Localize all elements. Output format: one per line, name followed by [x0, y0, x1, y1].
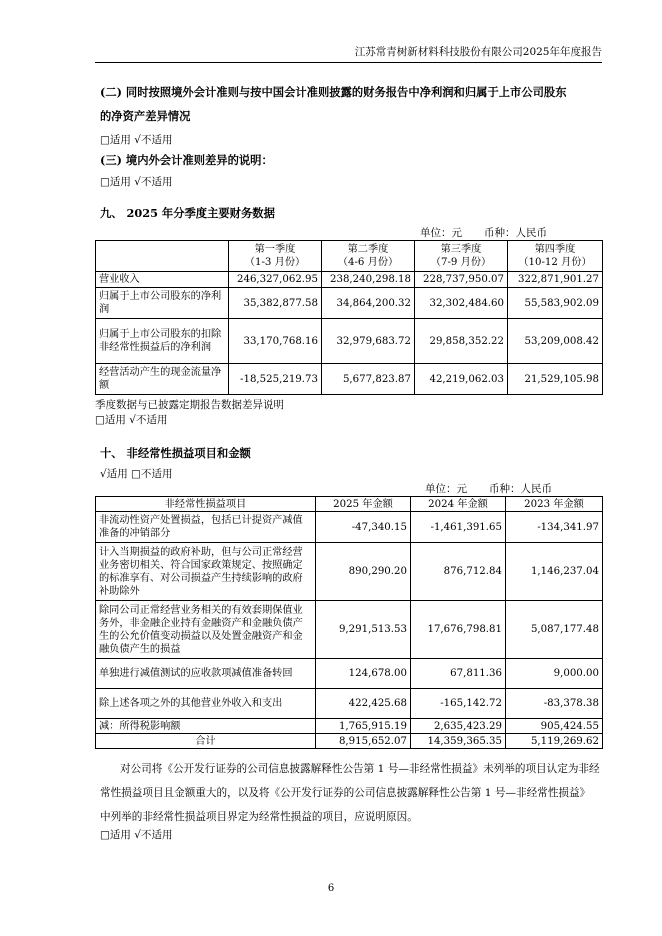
page-number: 6	[327, 883, 335, 894]
unit-label: 单位：元	[425, 483, 467, 495]
cell-value: 53,209,008.42	[508, 319, 603, 364]
cell-value: 32,302,484.60	[415, 288, 508, 319]
cell-value: 35,382,877.58	[229, 288, 322, 319]
section-3-title: (三) 境内外会计准则差异的说明：	[100, 153, 273, 167]
cell-value: 124,678.00	[316, 659, 411, 689]
row-label: 非流动性资产处置损益，包括已计提资产减值准备的冲销部分	[96, 512, 316, 543]
cell-value: 422,425.68	[316, 689, 411, 719]
page-header: 江苏常青树新材料科技股份有限公司2025年年度报告	[95, 44, 602, 63]
header-2023: 2023 年金额	[506, 497, 603, 512]
cell-value: 32,979,683.72	[322, 319, 415, 364]
table-header-row	[96, 241, 603, 272]
header-q3: 第三季度 （7-9 月份）	[415, 241, 508, 272]
cell-value: 238,240,298.18	[322, 272, 415, 288]
unit-label: 单位：元	[420, 227, 462, 239]
cell-value: 9,291,513.53	[316, 601, 411, 659]
cell-value: 29,858,352.22	[415, 319, 508, 364]
cell-value: -1,461,391.65	[411, 512, 506, 543]
header-q4: 第四季度 （10-12 月份）	[508, 241, 603, 272]
cell-value: 5,677,823.87	[322, 364, 415, 395]
row-label: 经营活动产生的现金流量净额	[96, 364, 229, 395]
cell-value: -134,341.97	[506, 512, 603, 543]
table-row	[96, 288, 603, 319]
cell-value: 14,359,365.35	[411, 734, 506, 749]
table-row	[96, 719, 603, 734]
cell-value: 1,765,915.19	[316, 719, 411, 734]
table-header-row	[96, 497, 603, 512]
cell-value: 8,915,652.07	[316, 734, 411, 749]
header-item: 非经常性损益项目	[96, 497, 316, 512]
section-10-applicability: √适用 □不适用	[100, 468, 173, 480]
row-label: 计入当期损益的政府补助，但与公司正常经营业务密切相关、符合国家政策规定、按照确定的标准享有、对公司损益产生持续影响的政府补助除外	[96, 543, 316, 601]
cell-value: -165,142.72	[411, 689, 506, 719]
cell-value: 34,864,200.32	[322, 288, 415, 319]
explanation-applicability: □适用 √不适用	[100, 829, 173, 841]
cell-value: 55,583,902.09	[508, 288, 603, 319]
cell-value: 2,635,423.29	[411, 719, 506, 734]
total-row	[96, 734, 603, 749]
cell-value: 890,290.20	[316, 543, 411, 601]
cell-value: 5,119,269.62	[506, 734, 603, 749]
cell-value: -47,340.15	[316, 512, 411, 543]
table-row	[96, 272, 603, 288]
header-2024: 2024 年金额	[411, 497, 506, 512]
cell-value: 9,000.00	[506, 659, 603, 689]
cell-value: 1,146,237.04	[506, 543, 603, 601]
quarterly-applicability: □适用 √不适用	[95, 414, 168, 426]
row-label: 归属于上市公司股东的净利润	[96, 288, 229, 319]
row-label: 归属于上市公司股东的扣除非经常性损益后的净利润	[96, 319, 229, 364]
row-label: 除上述各项之外的其他营业外收入和支出	[96, 689, 316, 719]
table-row	[96, 689, 603, 719]
cell-value: 876,712.84	[411, 543, 506, 601]
table-row	[96, 601, 603, 659]
section-9-unit-line	[420, 225, 547, 240]
table-row	[96, 512, 603, 543]
cell-value: 322,871,901.27	[508, 272, 603, 288]
cell-value: 42,219,062.03	[415, 364, 508, 395]
table-row	[96, 364, 603, 395]
non-recurring-explanation: 对公司将《公开发行证券的公司信息披露解释性公告第 1 号—非经常性损益》未列举的项目认定为非经常性损益项目且金额重大的，以及将《公开发行证券的公司信息披露解释性公告第 1 号—非经常性损益》中列举的非经常性损益项目界定为经常性损益的项目，应说明原因。	[100, 763, 600, 823]
cell-value: 17,676,798.81	[411, 601, 506, 659]
non-recurring-table	[95, 496, 603, 749]
section-2-title-line1: (二) 同时按照境外会计准则与按中国会计准则披露的财务报告中净利润和归属于上市公司股东	[100, 85, 567, 99]
cell-value: -83,378.38	[506, 689, 603, 719]
section-9-title: 九、 2025 年分季度主要财务数据	[100, 206, 275, 220]
table-row	[96, 659, 603, 689]
quarterly-note: 季度数据与已披露定期报告数据差异说明	[95, 399, 284, 411]
section-10-unit-line	[425, 481, 552, 496]
header-q1: 第一季度 （1-3 月份）	[229, 241, 322, 272]
section-10-title: 十、 非经常性损益项目和金额	[100, 446, 251, 460]
total-label: 合计	[96, 734, 316, 749]
cell-value: 67,811.36	[411, 659, 506, 689]
header-2025: 2025 年金额	[316, 497, 411, 512]
section-2-title-line2: 的净资产差异情况	[100, 109, 191, 123]
row-label: 减：所得税影响额	[96, 719, 316, 734]
row-label: 营业收入	[96, 272, 229, 288]
table-row	[96, 319, 603, 364]
cell-value: 246,327,062.95	[229, 272, 322, 288]
cell-value: 33,170,768.16	[229, 319, 322, 364]
currency-label: 币种：人民币	[484, 227, 547, 239]
header-q2: 第二季度 （4-6 月份）	[322, 241, 415, 272]
row-label: 单独进行减值测试的应收款项减值准备转回	[96, 659, 316, 689]
cell-value: -18,525,219.73	[229, 364, 322, 395]
section-2-applicability: □适用 √不适用	[100, 134, 173, 146]
cell-value: 21,529,105.98	[508, 364, 603, 395]
cell-value: 5,087,177.48	[506, 601, 603, 659]
row-label: 除同公司正常经营业务相关的有效套期保值业务外，非金融企业持有金融资产和金融负债产生的公允价值变动损益以及处置金融资产和金融负债产生的损益	[96, 601, 316, 659]
cell-value: 228,737,950.07	[415, 272, 508, 288]
currency-label: 币种：人民币	[489, 483, 552, 495]
table-row	[96, 543, 603, 601]
header-blank-cell	[96, 241, 229, 272]
section-3-applicability: □适用 √不适用	[100, 176, 173, 188]
cell-value: 905,424.55	[506, 719, 603, 734]
quarterly-data-table	[95, 240, 603, 395]
